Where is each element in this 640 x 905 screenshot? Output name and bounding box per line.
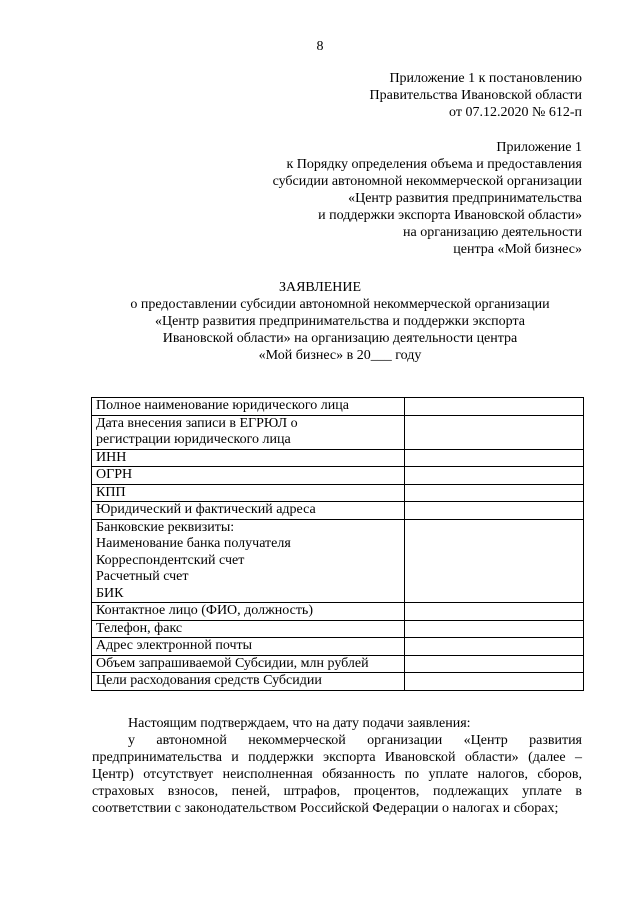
subtitle-line: о предоставлении субсидии автономной некоммерческой организации	[130, 297, 550, 312]
field-label: Дата внесения записи в ЕГРЮЛ о	[96, 415, 298, 431]
body-text	[92, 715, 582, 817]
table-row	[92, 484, 584, 502]
field-value-cell[interactable]	[405, 398, 584, 416]
field-value-cell[interactable]	[405, 519, 584, 603]
field-label-cell	[92, 467, 405, 485]
field-value-cell[interactable]	[405, 449, 584, 467]
appendix-line: Правительства Ивановской области	[369, 88, 582, 103]
field-label: Цели расходования средств Субсидии	[96, 673, 322, 688]
subtitle-line: «Мой бизнес» в 20___ году	[258, 348, 422, 363]
field-value-cell[interactable]	[405, 603, 584, 621]
field-label-cell	[92, 620, 405, 638]
body-paragraph: у автономной некоммерческой организации «Центр развития предпринимательства и поддержки экспорта Ивановской области» (далее – Центр) отсутствует неисполненная обязанность по уплате налогов, сборов, страховых взносов, пеней, штрафов, процентов, подлежащих уплате в соответствии с законодательством Российской Федерации о налогах и сборах;	[92, 733, 582, 816]
appendix-line: от 07.12.2020 № 612-п	[449, 105, 582, 120]
appendix-line: центра «Мой бизнес»	[453, 242, 582, 257]
table-row	[92, 603, 584, 621]
table-row	[92, 673, 584, 691]
field-value-cell[interactable]	[405, 620, 584, 638]
field-label-cell	[92, 673, 405, 691]
field-value-cell[interactable]	[405, 484, 584, 502]
table-row	[92, 467, 584, 485]
field-label-cell	[92, 398, 405, 416]
appendix-line: на организацию деятельности	[403, 225, 582, 240]
field-label: БИК	[96, 585, 124, 601]
table-row	[92, 502, 584, 520]
field-label: Банковские реквизиты:	[96, 519, 235, 535]
appendix-line: Приложение 1	[496, 140, 582, 155]
appendix-header-top	[370, 70, 582, 121]
field-label: Контактное лицо (ФИО, должность)	[96, 603, 313, 618]
document-subtitle	[90, 296, 590, 364]
field-label: КПП	[96, 484, 126, 500]
table-row	[92, 398, 584, 416]
field-label: Полное наименование юридического лица	[96, 398, 349, 413]
subtitle-line: «Центр развития предпринимательства и поддержки экспорта	[155, 314, 525, 329]
field-label: Телефон, факс	[96, 620, 183, 636]
appendix-line: и поддержки экспорта Ивановской области»	[318, 208, 582, 223]
field-label: Корреспондентский счет	[96, 552, 245, 568]
appendix-header-second	[273, 139, 582, 258]
field-label: регистрации юридического лица	[96, 432, 291, 447]
appendix-line: Приложение 1 к постановлению	[389, 71, 582, 86]
appendix-line: к Порядку определения объема и предоставления	[286, 157, 582, 172]
field-value-cell[interactable]	[405, 502, 584, 520]
field-value-cell[interactable]	[405, 655, 584, 673]
field-label-cell	[92, 519, 405, 603]
field-label: ИНН	[96, 449, 127, 465]
field-value-cell[interactable]	[405, 467, 584, 485]
field-label: ОГРН	[96, 467, 133, 482]
field-label: Расчетный счет	[96, 569, 189, 584]
field-value-cell[interactable]	[405, 638, 584, 656]
field-label-cell	[92, 484, 405, 502]
appendix-line: «Центр развития предпринимательства	[348, 191, 582, 206]
field-label-cell	[92, 449, 405, 467]
document-title: ЗАЯВЛЕНИЕ	[278, 280, 362, 295]
table-row	[92, 415, 584, 449]
field-value-cell[interactable]	[405, 673, 584, 691]
field-label: Юридический и фактический адреса	[96, 502, 316, 517]
field-label: Наименование банка получателя	[96, 536, 291, 551]
appendix-line: субсидии автономной некоммерческой организации	[272, 174, 582, 189]
application-form-table	[91, 397, 584, 691]
field-label-cell	[92, 502, 405, 520]
field-label: Объем запрашиваемой Субсидии, млн рублей	[96, 655, 369, 671]
field-label-cell	[92, 415, 405, 449]
table-row	[92, 655, 584, 673]
field-label: Адрес электронной почты	[96, 638, 253, 653]
table-row	[92, 449, 584, 467]
page-number: 8	[316, 39, 324, 54]
subtitle-line: Ивановской области» на организацию деятельности центра	[162, 331, 518, 346]
field-label-cell	[92, 655, 405, 673]
table-row	[92, 620, 584, 638]
table-row	[92, 638, 584, 656]
field-label-cell	[92, 603, 405, 621]
table-row	[92, 519, 584, 603]
field-value-cell[interactable]	[405, 415, 584, 449]
field-label-cell	[92, 638, 405, 656]
body-paragraph: Настоящим подтверждаем, что на дату подачи заявления:	[128, 716, 471, 731]
